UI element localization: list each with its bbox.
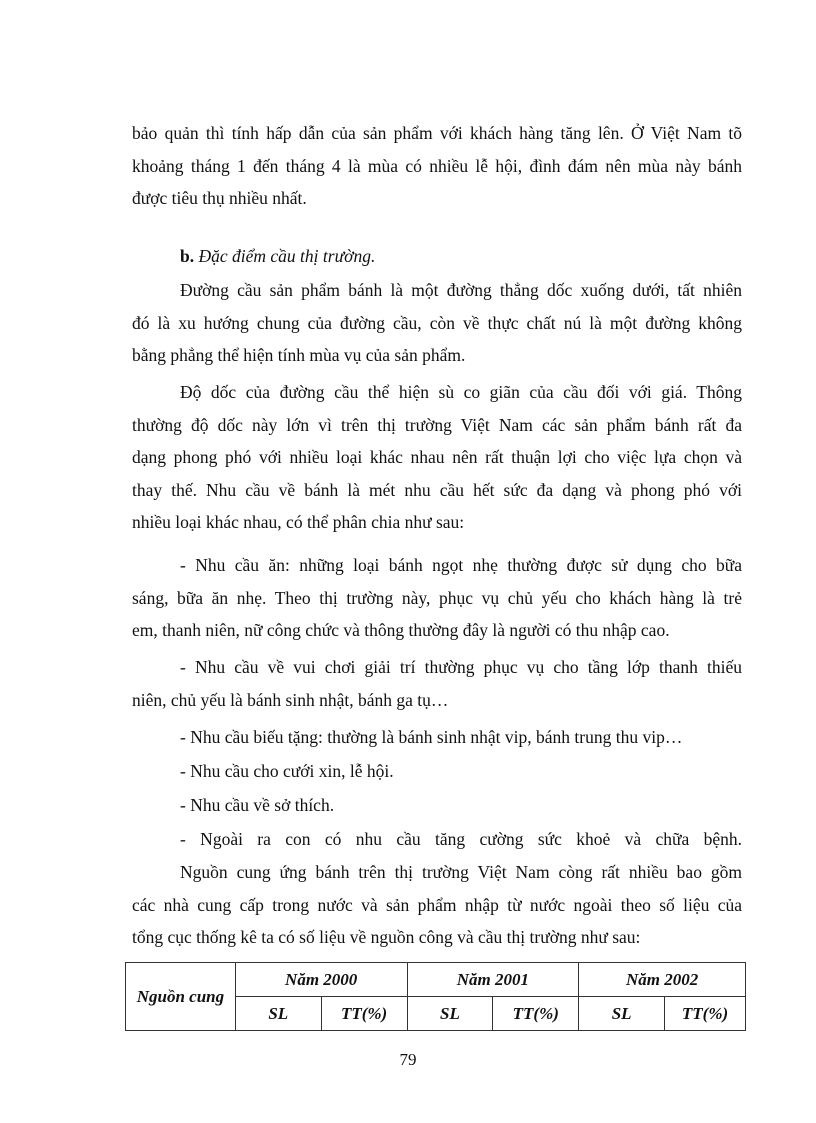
paragraph-demand-curve xyxy=(132,274,742,372)
section-heading xyxy=(180,240,740,273)
text-line: Nguồn cung ứng bánh trên thị trường Việt Nam còng rất nhiều bao gồm xyxy=(180,862,742,882)
text-line: - Ngoài ra con có nhu cầu tăng cường sức khoẻ và chữa bệnh. xyxy=(180,829,742,849)
text-line: bảo quản thì tính hấp dẫn của sản phẩm với khách hàng tăng lên. Ở Việt Nam tõ xyxy=(132,123,742,143)
text-line: được tiêu thụ nhiều nhất. xyxy=(132,188,307,208)
table-header-row xyxy=(126,963,746,997)
text-line: Đường cầu sản phẩm bánh là một đường thẳng dốc xuống dưới, tất nhiên xyxy=(180,280,742,300)
text-line: nhiều loại khác nhau, có thể phân chia như sau: xyxy=(132,512,465,532)
bullet-wedding-demand xyxy=(132,755,742,788)
subheader-cell: SL xyxy=(235,997,321,1031)
text-line: - Nhu cầu về sở thích. xyxy=(180,795,335,815)
paragraph-elasticity xyxy=(132,376,742,539)
paragraph-storage xyxy=(132,117,742,215)
text-line: khoảng tháng 1 đến tháng 4 là mùa có nhiều lễ hội, đình đám nên mùa này bánh xyxy=(132,155,742,176)
heading-letter: b. xyxy=(180,246,195,266)
subheader-cell: TT(%) xyxy=(493,997,579,1031)
text-line: em, thanh niên, nữ công chức và thông thường đây là người có thu nhập cao. xyxy=(132,620,670,640)
text-line: các nhà cung cấp trong nước và sản phẩm nhập từ nước ngoài theo số liệu của xyxy=(132,894,742,915)
text-line: tổng cục thống kê ta có số liệu về nguồn công và cầu thị trường như sau: xyxy=(132,927,641,947)
text-line: bằng phẳng thể hiện tính mùa vụ của sản phẩm. xyxy=(132,345,466,365)
subheader-cell: SL xyxy=(407,997,493,1031)
paragraph-supply xyxy=(132,856,742,954)
heading-title: Đặc điểm cầu thị trường. xyxy=(198,246,376,266)
paragraph-entertainment-demand xyxy=(132,651,742,716)
text-line: sáng, bữa ăn nhẹ. Theo thị trường này, phục vụ chủ yếu cho khách hàng là trẻ xyxy=(132,587,742,608)
supply-table xyxy=(125,962,746,1031)
bullet-hobby-demand xyxy=(132,789,742,822)
year-header-cell: Năm 2001 xyxy=(407,963,579,997)
text-line: - Nhu cầu biếu tặng: thường là bánh sinh nhật vip, bánh trung thu vip… xyxy=(180,727,683,747)
text-line: - Nhu cầu ăn: những loại bánh ngọt nhẹ thường được sử dụng cho bữa xyxy=(180,555,742,575)
text-line: dạng phong phó với nhiều loại khác nhau nên rất thuận lợi cho việc lựa chọn và xyxy=(132,447,742,467)
year-header-cell: Năm 2000 xyxy=(235,963,407,997)
subheader-cell: TT(%) xyxy=(665,997,746,1031)
text-line: đó là xu hướng chung của đường cầu, còn về thực chất nú là một đường không xyxy=(132,312,742,333)
subheader-cell: SL xyxy=(579,997,665,1031)
text-line: Độ dốc của đường cầu thể hiện sù co giãn của cầu đối với giá. Thông xyxy=(180,382,742,402)
text-line: thay thế. Nhu cầu về bánh là mét nhu cầu hết sức đa dạng và phong phó với xyxy=(132,479,742,500)
bullet-health-demand xyxy=(132,823,742,856)
text-line: thường độ dốc này lớn vì trên thị trường Việt Nam các sản phẩm bánh rất đa xyxy=(132,414,742,435)
text-line: - Nhu cầu cho cưới xin, lễ hội. xyxy=(180,761,394,781)
text-line: - Nhu cầu về vui chơi giải trí thường phục vụ cho tầng lớp thanh thiếu xyxy=(180,657,742,677)
bullet-gift-demand xyxy=(132,721,742,754)
year-header-cell: Năm 2002 xyxy=(579,963,746,997)
page-number: 79 xyxy=(399,1050,417,1069)
paragraph-eating-demand xyxy=(132,549,742,647)
subheader-cell: TT(%) xyxy=(321,997,407,1031)
text-line: niên, chủ yếu là bánh sinh nhật, bánh ga tụ… xyxy=(132,689,449,710)
row-header-cell: Nguồn cung xyxy=(126,963,236,1031)
